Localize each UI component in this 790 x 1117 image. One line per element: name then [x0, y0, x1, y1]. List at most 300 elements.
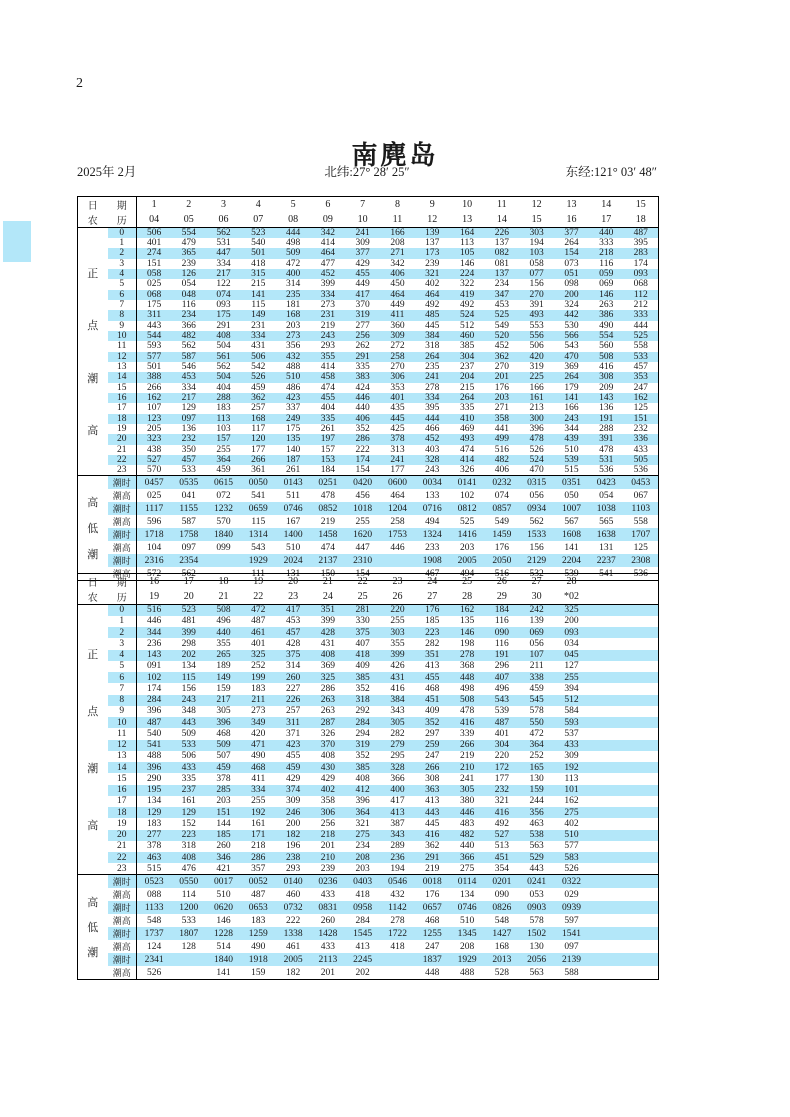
hourly-height-cell: 411 [251, 773, 266, 784]
tide-time-cell: 0236 [310, 875, 345, 889]
hour-row [78, 661, 659, 672]
hourly-height-cell: 177 [251, 444, 266, 455]
hourly-height-cell: 226 [484, 228, 519, 239]
hourly-height-cell: 334 [241, 785, 276, 796]
hourly-height-cell: 325 [241, 650, 276, 661]
hourly-height-cell: 354 [484, 863, 519, 874]
tide-time-cell: 0852 [310, 502, 345, 515]
tide-height-cell: 511 [286, 490, 301, 501]
hourly-height-cell: 166 [380, 228, 415, 239]
tide-height-cell [589, 966, 624, 980]
hourly-height-cell: 363 [415, 785, 450, 796]
hourly-height-cell: 524 [450, 310, 485, 320]
hourly-height-cell: 311 [276, 717, 311, 728]
hourly-height-cell: 102 [137, 672, 172, 683]
hour-row [78, 383, 659, 393]
hourly-height-cell: 174 [345, 455, 380, 465]
hourly-height-cell: 409 [355, 661, 370, 672]
lunar-day-cell: 07 [241, 212, 276, 228]
hourly-height-cell: 324 [564, 300, 579, 311]
hourly-height-cell: 487 [484, 717, 519, 728]
hourly-height-cell: 430 [310, 762, 345, 773]
hourly-height-cell: 335 [355, 362, 370, 373]
tide-time-cell: 1427 [484, 927, 519, 940]
hourly-height-cell: 478 [519, 434, 554, 444]
hourly-height-cell [589, 706, 624, 717]
tide-height-cell: 494 [425, 516, 440, 527]
hourly-height-cell: 523 [241, 228, 276, 239]
tide-height-cell: 141 [216, 967, 231, 978]
hourly-height-cell: 355 [216, 638, 231, 649]
hourly-height-cell: 505 [624, 455, 659, 465]
hourly-height-cell: 515 [137, 863, 172, 874]
hourly-height-cell: 222 [355, 444, 370, 455]
tide-time-cell: 1338 [276, 927, 311, 940]
longitude-label: 东经:121° 03′ 48″ [565, 165, 657, 179]
hourly-height-cell: 211 [529, 661, 544, 672]
tide-height-cell: 219 [320, 516, 335, 527]
hourly-height-cell: 309 [285, 796, 301, 807]
day-number-cell: 13 [566, 199, 577, 210]
hourly-height-cell: 129 [181, 403, 196, 414]
hourly-height-cell: 242 [519, 605, 554, 616]
hour-row [78, 807, 659, 818]
hourly-height-cell: 275 [554, 807, 589, 818]
day-number-cell: 22 [357, 576, 368, 587]
tide-time-cell: 1840 [206, 528, 241, 541]
hourly-height-cell: 402 [425, 279, 440, 290]
tide-height-cell: 516 [494, 568, 509, 579]
hourly-height-cell: 330 [355, 616, 370, 627]
hourly-height-cell: 056 [529, 638, 544, 649]
hour-row [78, 695, 659, 706]
tide-time-cell: 1545 [345, 927, 380, 940]
hourly-height-cell: 271 [494, 403, 509, 414]
hourly-height-cell: 123 [137, 414, 172, 424]
vertical-label-char: 点 [87, 706, 99, 719]
tide-height-cell: 150 [320, 568, 335, 579]
hourly-height-cell: 371 [285, 728, 301, 739]
hourly-height-cell: 266 [415, 762, 450, 773]
hourly-height-cell: 501 [241, 248, 276, 258]
hour-label-cell: 11 [108, 341, 137, 351]
hourly-height-cell: 583 [554, 852, 589, 863]
tide-height-cell: 448 [425, 967, 440, 978]
hour-row [78, 762, 659, 773]
tide-time-cell: 0746 [276, 502, 311, 515]
hourly-height-cell [624, 672, 659, 683]
hourly-height-cell: 587 [171, 352, 206, 362]
hourly-height-cell: 116 [599, 258, 614, 269]
tide-time-cell [624, 927, 659, 940]
tide-time-cell: 0052 [241, 875, 276, 889]
hourly-height-cell: 492 [459, 300, 475, 311]
hourly-height-cell: 237 [459, 362, 475, 373]
day-number-cell: 5 [290, 199, 296, 210]
hour-row [78, 279, 659, 289]
hourly-height-cell: 313 [390, 444, 405, 455]
tide-time-cell: 1608 [554, 528, 589, 541]
hourly-height-cell: 218 [589, 248, 624, 258]
hourly-height-cell: 291 [216, 320, 231, 331]
hourly-height-cell: 205 [147, 424, 162, 435]
hourly-height-cell: 339 [459, 728, 475, 739]
hourly-height-cell: 279 [380, 740, 415, 751]
hour-row [78, 300, 659, 310]
hourly-height-cell [624, 661, 659, 672]
hourly-height-cell: 413 [380, 807, 415, 818]
tide-time-cell: 1929 [450, 953, 485, 966]
tide-time-cell: 0201 [484, 875, 519, 889]
hourly-height-cell: 058 [137, 269, 172, 279]
hourly-height-cell: 513 [494, 841, 509, 852]
hourly-height-cell: 443 [147, 320, 162, 331]
hourly-height-cell: 192 [554, 762, 589, 773]
hourly-height-cell: 166 [529, 382, 544, 393]
hourly-height-cell: 210 [450, 762, 485, 773]
hourly-height-cell: 234 [355, 841, 370, 852]
hourly-height-cell: 577 [137, 352, 172, 362]
lunar-day-cell: 22 [241, 589, 276, 605]
hourly-height-cell: 477 [320, 258, 335, 269]
hourly-height-cell: 525 [484, 310, 519, 320]
hour-row [78, 310, 659, 320]
hourly-height-cell: 413 [425, 796, 440, 807]
tide-height-cell: 565 [599, 516, 614, 527]
tide-height-cell: 146 [216, 915, 231, 926]
hour-row [78, 616, 659, 627]
hourly-height-cell: 459 [276, 762, 311, 773]
hourly-height-cell: 490 [251, 751, 266, 762]
hourly-height-cell: 508 [450, 695, 485, 706]
hourly-height-cell: 526 [529, 444, 544, 455]
hourly-height-cell: 440 [589, 228, 624, 239]
tide-height-cell: 099 [216, 542, 231, 553]
hourly-height-cell: 352 [415, 717, 450, 728]
hourly-height-cell: 452 [415, 434, 450, 444]
tide-time-cell: 0018 [415, 875, 450, 889]
hourly-height-cell: 333 [599, 238, 614, 249]
lunar-day-cell: 14 [484, 212, 519, 228]
hourly-height-cell [624, 785, 659, 796]
page-number: 2 [76, 76, 83, 91]
hourly-height-cell: 355 [390, 638, 405, 649]
hourly-height-cell: 509 [276, 248, 311, 258]
tide-height-cell: 255 [355, 516, 370, 527]
hourly-height-cell: 203 [285, 320, 301, 331]
tide-time-cell: 2013 [484, 953, 519, 966]
hour-row [78, 863, 659, 874]
hourly-height-cell: 386 [589, 310, 624, 320]
hourly-height-cell: 149 [206, 672, 241, 683]
hourly-height-cell: 468 [216, 728, 231, 739]
tide-height-cell [624, 914, 659, 927]
tide-time-cell: 1908 [415, 554, 450, 567]
hourly-height-cell: 391 [589, 434, 624, 444]
hourly-height-cell: 445 [425, 818, 440, 829]
hourly-height-cell: 540 [251, 238, 266, 249]
hourly-height-cell: 197 [310, 434, 345, 444]
hourly-height-cell: 232 [484, 785, 519, 796]
hourly-height-cell: 025 [147, 279, 162, 290]
hourly-height-cell [589, 695, 624, 706]
tide-time-cell: 0903 [519, 901, 554, 914]
hourly-height-cell: 059 [589, 269, 624, 279]
tide-time-cell: 1929 [241, 554, 276, 567]
hour-label-cell: 22 [108, 455, 137, 465]
lunar-day-cell: 09 [310, 212, 345, 228]
hourly-height-cell: 416 [484, 807, 519, 818]
tide-time-cell: 0457 [137, 476, 172, 490]
tide-height-cell: 260 [320, 915, 335, 926]
hourly-height-cell: 408 [310, 650, 345, 661]
lunar-day-cell: 10 [345, 212, 380, 228]
hourly-height-cell: 570 [137, 465, 172, 476]
hourly-height-cell: 348 [181, 706, 196, 717]
hourly-height-cell: 137 [484, 269, 519, 279]
tide-height-cell: 460 [285, 889, 301, 900]
hourly-height-cell: 440 [355, 403, 370, 414]
tide-height-cell: 548 [147, 915, 162, 926]
hour-label-cell: 13 [108, 362, 137, 372]
tide-time-row [78, 554, 659, 567]
hourly-height-cell: 260 [276, 672, 311, 683]
hourly-height-cell: 139 [529, 616, 544, 627]
hourly-height-cell: 325 [554, 605, 589, 616]
hourly-height-cell: 168 [241, 414, 276, 424]
hourly-height-cell: 444 [415, 414, 450, 424]
hourly-height-cell [624, 740, 659, 751]
hourly-height-cell: 538 [519, 830, 554, 841]
hourly-height-cell: 543 [484, 695, 519, 706]
tide-time-cell: 1324 [415, 528, 450, 541]
tide-height-cell: 478 [320, 490, 335, 501]
hourly-height-cell: 400 [276, 269, 311, 279]
tide-height-label: 潮高 [108, 888, 137, 901]
tide-time-cell: 2237 [589, 554, 624, 567]
tide-height-cell: 510 [216, 889, 231, 900]
hourly-height-cell: 091 [147, 661, 162, 672]
hourly-height-cell: 318 [345, 695, 380, 706]
hourly-height-cell: 402 [310, 785, 345, 796]
tide-time-cell: 1428 [310, 927, 345, 940]
hourly-height-cell: 562 [216, 362, 231, 373]
hourly-height-cell: 236 [380, 852, 415, 863]
hourly-height-cell: 297 [425, 728, 440, 739]
hourly-height-cell: 157 [320, 444, 335, 455]
hourly-height-cell: 116 [494, 638, 509, 649]
tide-table-days-16-28 [77, 573, 659, 980]
hourly-height-cell: 578 [529, 706, 544, 717]
hourly-height-cell: 487 [137, 717, 172, 728]
hourly-height-cell: 399 [171, 627, 206, 638]
hourly-height-cell: 426 [390, 661, 405, 672]
tide-height-cell: 159 [251, 967, 266, 978]
hourly-height-cell: 424 [355, 382, 370, 393]
hourly-height-cell: 321 [415, 269, 450, 279]
tide-height-cell: 176 [494, 542, 509, 553]
tide-height-cell [589, 940, 624, 953]
hourly-height-cell: 487 [251, 616, 266, 627]
hourly-height-cell: 459 [206, 465, 241, 476]
hourly-height-cell: 472 [529, 728, 544, 739]
hourly-height-cell: 116 [494, 616, 509, 627]
hour-label-cell: 12 [108, 352, 137, 362]
lunar-day-cell: 04 [137, 212, 172, 228]
hourly-height-cell: 093 [216, 300, 231, 311]
tide-height-cell: 284 [355, 915, 370, 926]
hourly-height-cell: 453 [494, 300, 509, 311]
tide-time-row [78, 476, 659, 490]
tide-height-cell: 468 [425, 915, 440, 926]
tide-time-cell: 0322 [554, 875, 589, 889]
tide-time-label: 潮时 [108, 927, 137, 940]
lunar-header-label: 历 [108, 589, 137, 605]
tide-height-cell: 090 [494, 889, 509, 900]
hourly-height-cell [589, 773, 624, 784]
hourly-height-cell: 305 [450, 785, 485, 796]
tide-height-cell: 433 [320, 941, 335, 952]
hourly-height-cell [624, 818, 659, 829]
tide-time-cell: 1416 [450, 528, 485, 541]
hourly-height-cell [589, 807, 624, 818]
hourly-height-cell: 261 [276, 465, 311, 476]
hourly-height-cell [589, 638, 624, 649]
hourly-height-cell: 509 [206, 740, 241, 751]
hourly-height-cell: 504 [216, 341, 231, 352]
tide-time-cell: 1807 [171, 927, 206, 940]
hourly-height-cell: 177 [494, 773, 509, 784]
tide-height-cell: 558 [633, 516, 648, 527]
hourly-height-cell: 165 [519, 762, 554, 773]
hourly-height-cell: 232 [633, 424, 648, 435]
hourly-height-cell: 304 [484, 740, 519, 751]
hour-label-cell: 19 [108, 424, 137, 434]
hourly-height-cell: 154 [554, 248, 589, 258]
hourly-height-cell: 387 [390, 818, 405, 829]
hourly-height-cell: 144 [216, 818, 231, 829]
hourly-tide-vertical-label [78, 605, 108, 875]
hourly-height-cell: 151 [147, 258, 162, 269]
tide-height-cell: 536 [633, 568, 648, 579]
tide-height-label: 潮高 [108, 515, 137, 528]
hourly-height-cell: 192 [241, 807, 276, 818]
hourly-height-cell: 200 [285, 818, 301, 829]
hourly-height-cell: 400 [380, 785, 415, 796]
hourly-height-cell: 445 [425, 320, 440, 331]
hourly-height-cell: 369 [320, 661, 335, 672]
day-number-cell: 2 [186, 199, 192, 210]
tide-height-cell: 446 [390, 542, 405, 553]
hour-label-cell: 6 [108, 290, 137, 300]
tide-time-cell: 1117 [137, 502, 172, 515]
tide-time-cell [624, 953, 659, 966]
tide-time-cell: 1038 [589, 502, 624, 515]
hourly-height-cell: 194 [529, 238, 544, 249]
hourly-height-cell: 352 [355, 683, 370, 694]
tide-time-label: 潮时 [108, 875, 137, 889]
tide-time-cell [624, 901, 659, 914]
hourly-height-cell: 408 [320, 751, 335, 762]
hourly-height-cell: 343 [380, 830, 415, 841]
hourly-height-cell: 512 [459, 320, 475, 331]
hourly-height-cell: 562 [206, 228, 241, 239]
day-number-cell: 23 [392, 576, 403, 587]
hourly-height-cell: 431 [320, 638, 335, 649]
tide-height-cell: 418 [355, 889, 370, 900]
hourly-height-cell: 219 [459, 751, 475, 762]
hourly-height-cell: 391 [529, 300, 544, 311]
hour-label-cell: 2 [108, 248, 137, 258]
hourly-height-cell: 235 [276, 290, 311, 300]
hourly-height-cell [589, 863, 624, 874]
tide-height-cell: 487 [251, 889, 266, 900]
hourly-height-cell: 520 [484, 331, 519, 341]
tide-height-cell: 154 [355, 568, 370, 579]
hour-row [78, 248, 659, 258]
date-label: 2025年 2月 [77, 165, 137, 179]
hourly-height-cell: 322 [459, 279, 475, 290]
hourly-height-cell: 308 [425, 773, 440, 784]
hourly-height-cell: 224 [450, 269, 485, 279]
hourly-height-cell: 459 [206, 762, 241, 773]
tide-height-label: 潮高 [108, 940, 137, 953]
hourly-height-cell: 441 [494, 424, 509, 435]
tide-height-cell: 572 [147, 568, 162, 579]
tide-time-cell: 0659 [241, 502, 276, 515]
lunar-header-label: 历 [108, 212, 137, 228]
hourly-height-cell: 546 [181, 362, 196, 373]
hourly-height-cell: 311 [137, 310, 172, 320]
hourly-height-cell: 146 [459, 258, 475, 269]
hourly-height-cell: 130 [529, 773, 544, 784]
hourly-height-cell: 175 [147, 300, 162, 311]
hour-label-cell: 4 [108, 269, 137, 279]
hourly-height-cell: 560 [599, 341, 614, 352]
tide-time-cell: 2005 [450, 554, 485, 567]
latitude-label: 北纬:27° 28′ 25″ [324, 165, 410, 179]
tide-time-cell [589, 875, 624, 889]
hourly-height-cell: 125 [633, 403, 648, 414]
hourly-height-cell: 315 [241, 269, 276, 279]
hourly-height-cell: 199 [241, 672, 276, 683]
tide-time-row [78, 502, 659, 515]
hourly-height-cell: 584 [564, 706, 579, 717]
hourly-height-cell: 234 [494, 279, 509, 290]
hourly-height-cell: 531 [589, 455, 624, 465]
tide-time-cell: 0050 [241, 476, 276, 490]
hourly-height-cell: 460 [450, 331, 485, 341]
hour-row [78, 638, 659, 649]
hourly-height-cell: 506 [241, 352, 276, 362]
day-number-cell: 12 [531, 199, 542, 210]
hourly-height-cell: 264 [450, 393, 485, 403]
tide-height-cell: 074 [494, 490, 509, 501]
hourly-height-cell: 093 [554, 627, 589, 638]
tide-time-cell: 1259 [241, 927, 276, 940]
day-number-cell: 10 [462, 199, 473, 210]
hourly-height-cell: 435 [390, 403, 405, 414]
hourly-height-cell: 593 [147, 341, 162, 352]
hour-label-cell: 3 [108, 638, 137, 649]
tide-time-cell: 2113 [310, 953, 345, 966]
hourly-height-cell: 126 [171, 269, 206, 279]
hourly-height-cell: 103 [216, 424, 231, 435]
tide-time-row [78, 528, 659, 541]
tide-time-row [78, 927, 659, 940]
hour-row [78, 841, 659, 852]
day-header-label: 日 [87, 578, 98, 589]
